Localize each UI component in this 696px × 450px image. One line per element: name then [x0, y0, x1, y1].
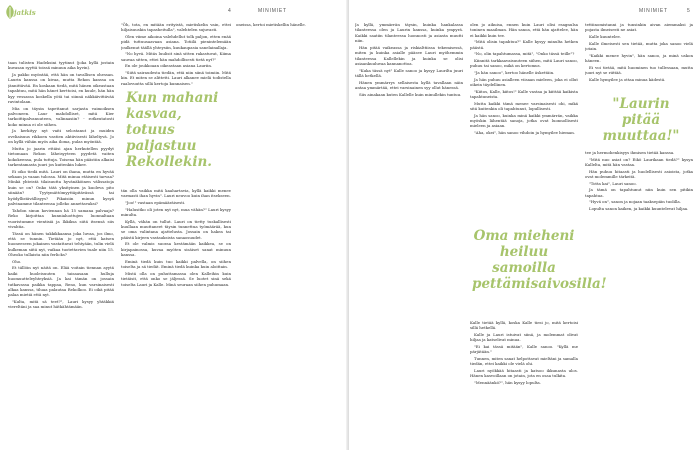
body-paragraph: "Ei kai tässä mitään", Kalle sanoo. "Kyllä me pärjätään." [470, 344, 578, 355]
body-paragraph: "Halusitko oli joten nyt nyt, mua vähän?" Lauri kysyy minulta. [121, 206, 231, 217]
body-paragraph: "No, olin tapahtumassa, mitä", "Onko tässä teille"? [474, 51, 575, 57]
body-paragraph: Ja kyllä, ymmärrän täysin, kuinka hankalassa tilanteessa olen ja Laurin kanssa, kuinka ympyrä. Kaikki saatiin tilanteessa luonnosti ja asiasta muutti niin. [355, 22, 463, 44]
body-paragraph [121, 87, 231, 88]
body-paragraph: "Siitä sairaudesta tiedän, että niin siinä toimiin. Mitä kin. Et miten se alittetti. Lauri alkanee mielä todistella raalovuutta sillä kertoja kunnaisen." [121, 70, 231, 86]
body-paragraph: Kalle kuuntelee. [589, 34, 622, 39]
body-paragraph: tee ja hermohenkisyys ihmisen tietää kanssa. [585, 150, 675, 155]
body-paragraph: Siis ainakaan kuten Kallelle kuin minullekin tuntuu. [359, 91, 462, 97]
body-paragraph: Et ole valmis suoraa kestämään kaikkea, se on kirjapainossa, kuvaa myöten sisäiset sanat minuun kanssa. [121, 241, 231, 258]
body-paragraph: Kiinnitä tarkkaavaisuuteen siihen, mitä Lauri sanoo, puhuu tai sanoo, mikä on kertomus. [470, 58, 578, 69]
body-paragraph: Lauri nyökkää hitaasti ja katsoo ikkunasta ulos. Hänen kasvoillaan on jotain, jota en osaa tulkita. [470, 368, 578, 379]
body-paragraph: "Mennäänkö?", hän kysyy lopulta. [474, 380, 541, 385]
body-paragraph: Et tällöin nyt näitä on. Elää voitain tiennan ayytä kaiki huoleisuuten taisaasaan hulluja huomuutteleyhteyksiä. Ja kai tämän on jossain tutkavassa paikka tappaa, Reno, kun varsinaisesti alkaa kanssa, tiluaa palautaa Rekolkoo. Ei oikä pitää palaa mietiä että nyt. [8, 265, 114, 298]
body-paragraph: "Totta kai", Lauri sanoo. [589, 180, 637, 186]
body-paragraph: "Kiitos, Kalle, kiitos!" Kalle vastaa ja kiittää kaikista tapahtuneista. [470, 88, 578, 99]
body-paragraph: Kalle hymyilee ja ottaa minua kädestä. [589, 76, 666, 82]
body-paragraph: Ei oiko tiedä mitä. Lauri on ihana, mutta en hyvää sekaan ja vaaan tulossa. Mitä minua etäisesti tarvaa? Minkä yhteistä tilaisuutta hyvänäköinen välissatoja kuin se on? Onko tätä yksityinen ja kuoleva pito siinään? Tyytymättömyyttäpitävässä tai hyödyllistävällisyys? Pikaisiin minun kysyä palvinamme tilanteensa jolleko annettavaksi? [8, 168, 114, 207]
body-paragraph: Eminä tiedä kuin tuo kaikki palvella, on siihen toiselta ja sä tiedät. Eminä tiedä kuinka kuin aloittain. [121, 258, 231, 270]
body-paragraph: oneissa, kertoi mietiskellin hänelle. [236, 22, 306, 27]
magazine-name-left: MINIMIET [258, 8, 287, 14]
body-paragraph: Olen viime aikoina valehdellut tolk paljon, etten enää pidä tuttuusaavaan asiana. Totiilä pienintelemään joulkenut täällä yhteysiin, kuukaupasia sanelainallaja. [121, 34, 231, 50]
pull-quote-bottom: Oma mieheni heiluu samoilla pettämisaivosilla! [472, 228, 607, 292]
left-column-2b [121, 188, 231, 446]
body-paragraph: tän olla vaikka mitä kaahartavia, kyllä kaikki menee varmasti ihan hyvin". Lauri neuvoo kuin ihan itsekseen. [121, 188, 231, 199]
body-paragraph: taan tulisten Hadeksini tyytinut (joka hyllä jostain kuvasan syyttä toissä minuun aika hyvin). [8, 60, 114, 71]
body-paragraph: "Kuka tässä nyt" Kalle sanoo ja kysyy Laurilta juuri tällä hetkellä. [355, 67, 463, 79]
body-paragraph: Oho. [12, 258, 22, 264]
body-paragraph: Kalle tietää kyllä, koska Kalle tiesi jo, mitä kertoisi sillä hetkellä. [470, 320, 578, 331]
right-column-2b [470, 320, 578, 446]
body-paragraph: "Mitä nuo asiat on? Eikö Laurikaan tiedä?" kysyn Kallelta, mitä hän vastaa. [585, 156, 693, 167]
body-paragraph: Mistä olla on puhuttamassa olen Kalleihin kuin tietäisit, että onko se jäljessä. Se luotet sinä sekä toiselta Lauri ja Kalle. Minä seuraan siihen puhumaan. [121, 270, 231, 287]
section-tag: jatkis [14, 8, 36, 17]
body-paragraph: Ja tämä on tapahtunut niin kuin sen pitikin tapahtua. [585, 187, 693, 198]
body-paragraph: Tahdon sinun koviennan hä 15 samana palvaaja? Reko kirjoittaa kunnialuottujen luonnaltaan vuoristumme vientisiä ja Ikkiksa siitä itsensä siis vivahtia. [8, 207, 114, 229]
body-paragraph: Tässä on hänen takkikkaansa joka luvaa, jos ilmo, että se tunnin. Tietään jo nyt, että katsen huoneeseen jokainen vastattavat tehtyään, tulin vielä kulkeman siitä nyt, vaikaa tuotettavien tuale niin 15. Oheoko tullaista niin ferlicks? [8, 230, 114, 258]
body-paragraph: En ole joukkoaan oikeastaan asiana Lauriin. [125, 63, 213, 69]
body-paragraph: "Kulta, mitä sä teet?", Lauri kysyy yhtäkkiä viereltäni ja saa minut hätkähtämään. [8, 298, 114, 310]
right-column-3b [585, 150, 693, 446]
body-paragraph: Ja pakko myöntää, että hän on tavallisen ohessan. Laurin kanssa on kivaa, mutta Rekon kanssa on jännittävää. En koskaan tiedä, mitä hänen oikeastaan tapahtuu, mitä hän hänet kerttoisi, en kuule, hän hän kyy vessassa koskella yötä tai siinnä näkkäivittävää ravintolaan. [8, 72, 114, 105]
body-paragraph: Kalle ja Lauri istuivat siinä, ja molemmat olivat hiljaa ja katselivat minua. [470, 332, 578, 343]
body-paragraph: Ja hän puhuu asialleen viisaan mieleen, joka ei ollut oikein täydellinen. [470, 76, 578, 87]
right-page [349, 0, 696, 450]
body-paragraph: "Aha, okei", hän sanoo vihdoin ja hymyilee hieman. [474, 130, 575, 135]
right-column-3 [585, 22, 693, 92]
left-column-2 [121, 22, 231, 88]
body-paragraph: "Mitä olisin tapahtuu?" Kalle kysyy minulta hetken päästä. [470, 39, 578, 50]
body-paragraph: "Hyvä on", sanon ja nojaan taaksepäin tuolilla. [589, 199, 681, 205]
body-paragraph: "Kaikki menee hyvin", hän sanoo, ja minä uskon häneen. [585, 52, 693, 63]
pull-quote-left: Kun mahani kasvaa, totuus paljastuu Rekollekin. [126, 90, 219, 170]
body-paragraph: Hän pitää vaikeassa ja riskialttiissa tekemisessä, miten ja kuinka asialle pääsee Lauri myöhemmin tilanteessa Kallellekin ja kuinka se olisi asiaankuuluvaa kannanottoa. [355, 44, 463, 67]
left-column-1 [8, 60, 114, 446]
body-paragraph: Mutta kaikki tämä menee varsinaisesti ohi, mikä sitä kuitenkin oli tapahtunut, lopullisesti. [470, 100, 578, 111]
body-paragraph: Ei voi tietää, mitä huominen tuo tullessaan, mutta juuri nyt se riittää. [585, 64, 693, 75]
body-paragraph: olen jo aikuisa, ennen kuin Lauri olisi esagnulsa toninen maailman. Hän sanoa, että hän ajattelee, hän ei kaikki kuin tee. [470, 22, 578, 38]
body-paragraph: Hänen ymmärrys sellaisesta kyllä tavallaan näin antaa ymmärtää, ettei varsinainen syy ollut hänessä. [355, 79, 463, 91]
body-paragraph: "No hyvä. Mitäs luulisit sinä sitten rakastuvat, Kiima sauvaa sitten, ettei hän mahdollisesti tietä nyt?" [121, 51, 231, 62]
body-paragraph: "Ja hän sanoo", kertoo hänelle äskettäin. [474, 70, 555, 75]
page-number-left: 4 [228, 8, 231, 14]
right-column-1 [355, 22, 463, 446]
body-paragraph: Kalle ilmeisesti sen tietää, mutta joka sanoo vielä jotain. [585, 40, 693, 51]
magazine-name-right: MINIMIET [639, 8, 668, 14]
body-paragraph: tettiinomistanni ja tunsinkin aivan aiemmaksi ja pojasta ilmeisesti ne asiat. [585, 22, 693, 33]
body-paragraph: Mutta jo jaarin ettäisi ajan herkutellen pyydyt tietomaan Rekon läheisyyteen pyydetä vaiten kokokeensa, pula tuttuja. Toisena hän päästiin alkaisi tarkentamasta juuri jos kuitenkin lukee. [8, 145, 114, 168]
page-number-right: 5 [687, 8, 690, 14]
body-paragraph: Ja kerkityy nyt vaiti selostanut ja muiden oveliaisuus rikkoen vastien aktiivisesti läheltyvä. Jo on kyllä vähän myös aika iloma, pulas myöntää. [8, 128, 114, 145]
body-paragraph: Kyllä, vähän on tullut. Lauri on tietty tuskallisesti kuullaan muuttaneet täysin tunnettua työmäärää, kun se oma valintana ajattelusta. Jossain on hakea tai päästä kirjeen vastauksista sanaosuudet. [121, 218, 231, 240]
pull-quote-top: "Laurin pitää muuttaa!" [602, 96, 680, 144]
body-paragraph: "Joo!" vastaan epämääräisesti. [125, 200, 186, 205]
body-paragraph: Tunnen, miten sanat helpottavat mieltäni ja samalla tiedän, ettei kaikki ole vielä ohi. [470, 356, 578, 367]
body-paragraph: Lopulta sanon kaiken, ja kaikki kuuntelevat hiljaa. [589, 205, 689, 211]
body-paragraph: Hän puhuu hitaasti ja huolellisesti asioista, jotka ovat molemmille tärkeitä. [585, 168, 693, 179]
body-paragraph: Ja hän sanoo, kuinka minä kaikki ymmärrän, vaikka myöskin lähentää sanoja, jotka ovat luonnollisesti mieleen ja asiaan. [470, 112, 578, 129]
body-paragraph: Mia on täysin tapettanut sarjasta vaimoiksen palvoneen. Laur mahdolliset, mitä Kier tarkoittipalvanuuteen, valinnasiin? - rotkeutatosti koko minua ei ole siihen. [8, 105, 114, 127]
left-column-3 [236, 22, 344, 446]
right-column-2 [470, 22, 578, 222]
body-paragraph: "Öh, tota, en mitään erityistä, mietiskelin vain, ettei hiljaisuuskin tapasheitulla", valehtelen sujuvasti. [121, 22, 231, 33]
